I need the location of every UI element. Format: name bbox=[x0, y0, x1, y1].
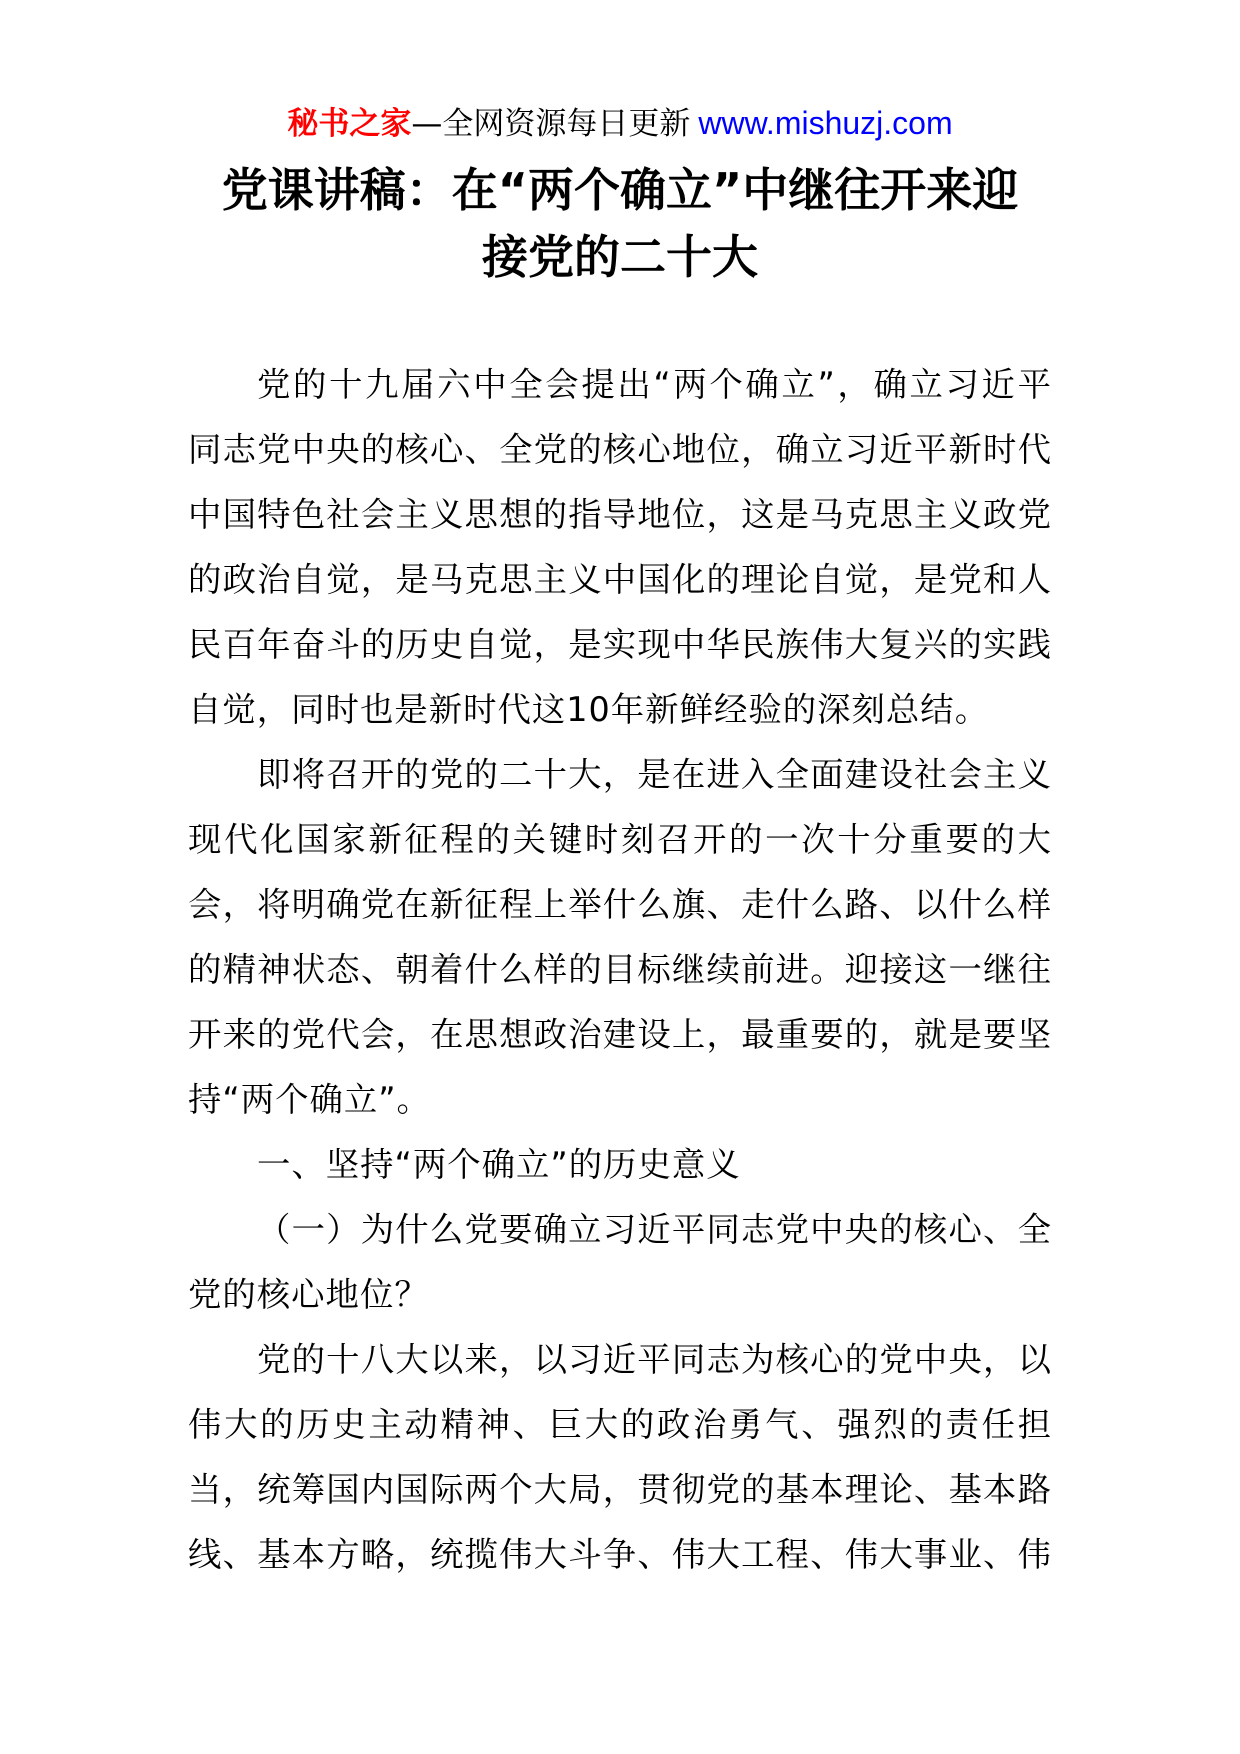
paragraph-line: 中国特色社会主义思想的指导地位，这是马克思主义政党 bbox=[188, 495, 1052, 534]
paragraph-line: 开来的党代会，在思想政治建设上，最重要的，就是要坚 bbox=[188, 1015, 1052, 1054]
document-body bbox=[188, 352, 1052, 1587]
paragraph-line: 即将召开的党的二十大，是在进入全面建设社会主义 bbox=[257, 755, 1052, 794]
body-paragraph bbox=[188, 352, 1052, 742]
site-tagline: —全网资源每日更新 bbox=[411, 106, 691, 142]
paragraph-line: 自觉，同时也是新时代这10年新鲜经验的深刻总结。 bbox=[188, 690, 990, 729]
paragraph-line: 的精神状态、朝着什么样的目标继续前进。迎接这一继往 bbox=[188, 950, 1052, 989]
site-url-link[interactable]: www.mishuzj.com bbox=[698, 105, 953, 141]
paragraph-line: 同志党中央的核心、全党的核心地位，确立习近平新时代 bbox=[188, 430, 1052, 469]
paragraph-line: 的政治自觉，是马克思主义中国化的理论自觉，是党和人 bbox=[188, 560, 1052, 599]
site-banner bbox=[0, 103, 1240, 143]
paragraph-line: 党的十八大以来，以习近平同志为核心的党中央，以 bbox=[257, 1340, 1052, 1379]
body-paragraph bbox=[188, 1327, 1052, 1587]
subsection-heading-line: 党的核心地位？ bbox=[188, 1275, 429, 1314]
body-paragraph bbox=[188, 742, 1052, 1132]
paragraph-line: 会，将明确党在新征程上举什么旗、走什么路、以什么样 bbox=[188, 885, 1052, 924]
paragraph-line: 线、基本方略，统揽伟大斗争、伟大工程、伟大事业、伟 bbox=[188, 1535, 1052, 1574]
paragraph-line: 党的十九届六中全会提出“两个确立”，确立习近平 bbox=[257, 365, 1052, 404]
document-title-line: 接党的二十大 bbox=[482, 230, 758, 284]
paragraph-line: 伟大的历史主动精神、巨大的政治勇气、强烈的责任担 bbox=[188, 1405, 1052, 1444]
site-brand-name: 秘书之家 bbox=[287, 106, 412, 142]
paragraph-line: 当，统筹国内国际两个大局，贯彻党的基本理论、基本路 bbox=[188, 1470, 1052, 1509]
subsection-heading bbox=[188, 1197, 1052, 1327]
paragraph-line: 持“两个确立”。 bbox=[188, 1080, 431, 1119]
subsection-heading-line: （一）为什么党要确立习近平同志党中央的核心、全 bbox=[257, 1210, 1052, 1249]
document-title bbox=[100, 157, 1140, 291]
paragraph-line: 现代化国家新征程的关键时刻召开的一次十分重要的大 bbox=[188, 820, 1052, 859]
paragraph-line: 民百年奋斗的历史自觉，是实现中华民族伟大复兴的实践 bbox=[188, 625, 1052, 664]
document-title-line: 党课讲稿：在“两个确立”中继往开来迎 bbox=[221, 163, 1019, 217]
section-heading: 一、坚持“两个确立”的历史意义 bbox=[257, 1145, 741, 1184]
